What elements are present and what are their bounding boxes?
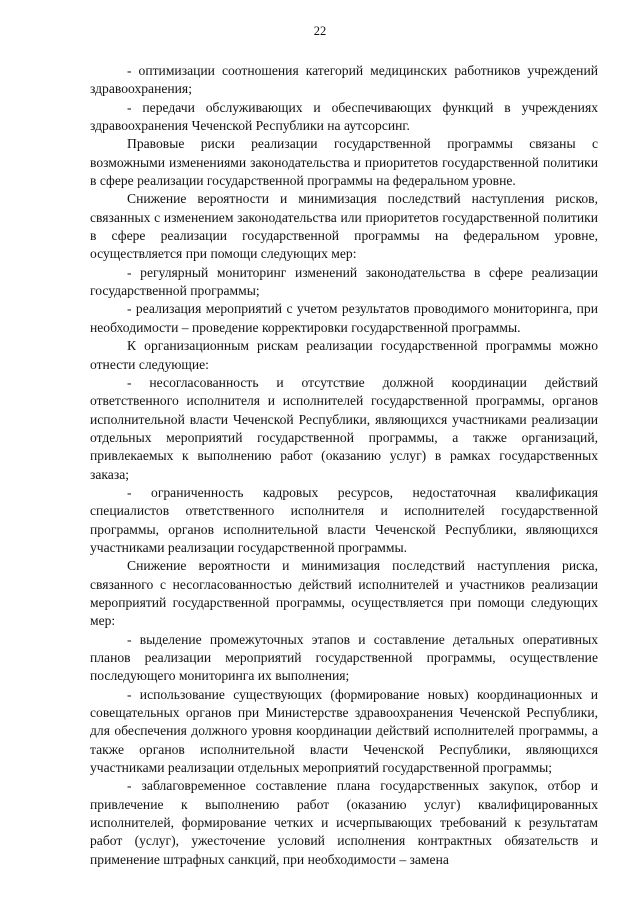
paragraph: Правовые риски реализации государственной программы связаны с возможными изменениями законодательства и приоритетов государственной политики в сфере реализации государственной программы на федеральном уровне. <box>90 136 598 189</box>
paragraph: - заблаговременное составление плана государственных закупок, отбор и привлечение к выполнению работ (оказанию услуг) квалифицированных исполнителей, формирование четких и исчерпывающих требований к результатам работ (услуг), ужесточение условий исполнения контрактных обязательств и применение штрафных санкций, при необходимости – замена <box>90 778 598 867</box>
paragraph: - ограниченность кадровых ресурсов, недостаточная квалификация специалистов ответственного исполнителя и исполнителей государственной программы, органов исполнительной власти Чеченской Республики, являющихся участниками реализации государственной программы. <box>90 484 598 555</box>
paragraph: - реализация мероприятий с учетом результатов проводимого мониторинга, при необходимости – проведение корректировки государственной программы. <box>90 301 598 335</box>
paragraph: - использование существующих (формирование новых) координационных и совещательных органов при Министерстве здравоохранения Чеченской Республики, для обеспечения должного уровня координации действий исполнителей программы, а также органов исполнительной власти Чеченской Республики, являющихся участниками реализации отдельных мероприятий государственной программы; <box>90 686 598 776</box>
paragraph: Снижение вероятности и минимизация последствий наступления рисков, связанных с изменением законодательства или приоритетов государственной политики в сфере реализации государственной программы на федеральном уровне, осуществляется при помощи следующих мер: <box>90 191 598 262</box>
paragraph: К организационным рискам реализации государственной программы можно отнести следующие: <box>90 338 598 372</box>
page-number: 22 <box>313 24 327 38</box>
paragraph: - передачи обслуживающих и обеспечивающих функций в учреждениях здравоохранения Чеченской Республики на аутсорсинг. <box>90 99 598 134</box>
paragraph: Снижение вероятности и минимизация последствий наступления риска, связанного с несогласованностью действий исполнителей и участников реализации мероприятий государственной программы, осуществляется при помощи следующих мер: <box>90 558 598 629</box>
paragraph: - выделение промежуточных этапов и составление детальных оперативных планов реализации мероприятий государственной программы, осуществление последующего мониторинга их выполнения; <box>90 631 598 684</box>
paragraph: - оптимизации соотношения категорий медицинских работников учреждений здравоохранения; <box>90 63 598 97</box>
paragraph: - несогласованность и отсутствие должной координации действий ответственного исполнителя и исполнителей государственной программы, органов исполнительной власти Чеченской Республики, являющихся участниками реализации отдельных мероприятий государственной программы, а также организаций, привлекаемых к выполнению работ (оказанию услуг) в рамках государственных заказа; <box>90 374 598 482</box>
paragraph: - регулярный мониторинг изменений законодательства в сфере реализации государственной программы; <box>90 264 598 299</box>
document-body <box>90 62 598 869</box>
